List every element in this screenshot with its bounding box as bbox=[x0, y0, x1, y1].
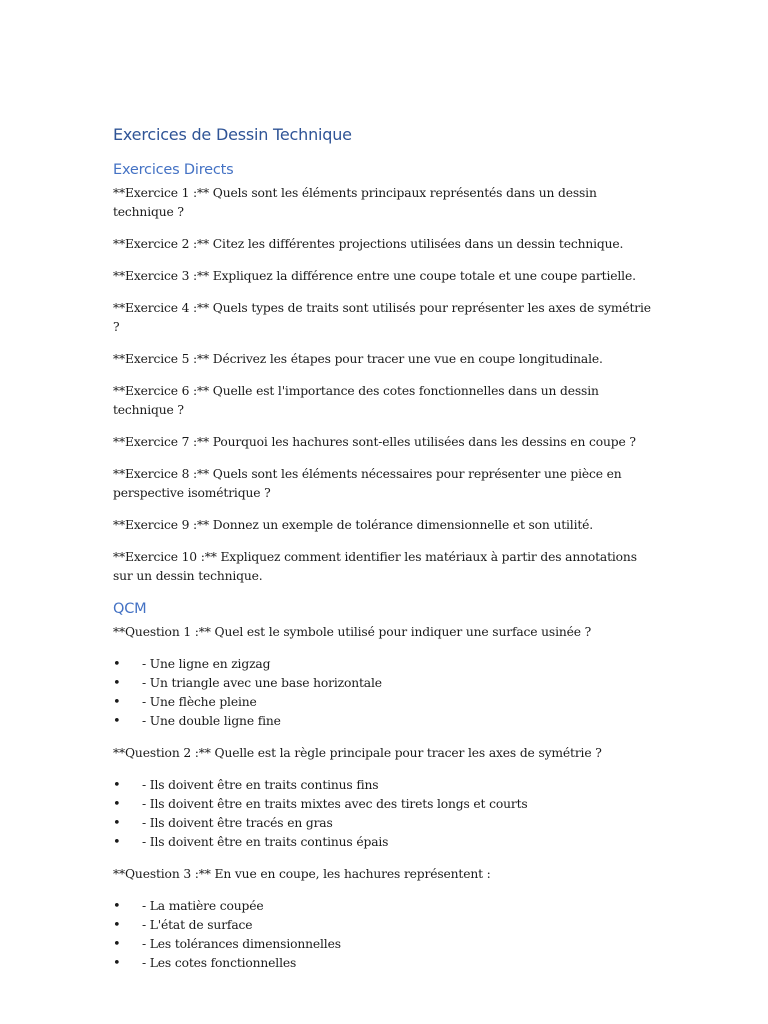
option-text: - Une ligne en zigzag bbox=[142, 657, 271, 671]
exercise-10: **Exercice 10 :** Expliquez comment identifier les matériaux à partir des annotations sur un dessin technique. bbox=[113, 550, 637, 583]
option-text: - Une double ligne fine bbox=[142, 714, 281, 728]
bullet-icon: • bbox=[113, 797, 121, 812]
qcm-option bbox=[113, 935, 658, 954]
option-text: - Ils doivent être en traits continus épais bbox=[142, 835, 389, 849]
qcm-option bbox=[113, 655, 658, 674]
qcm-option bbox=[113, 897, 658, 916]
bullet-icon: • bbox=[113, 676, 121, 691]
exercise-6: **Exercice 6 :** Quelle est l'importance des cotes fonctionnelles dans un dessin technique ? bbox=[113, 384, 599, 417]
qcm-option bbox=[113, 712, 658, 731]
bullet-icon: • bbox=[113, 899, 121, 914]
qcm-option bbox=[113, 674, 658, 693]
bullet-icon: • bbox=[113, 956, 121, 971]
bullet-icon: • bbox=[113, 778, 121, 793]
bullet-icon: • bbox=[113, 657, 121, 672]
qcm-options-2 bbox=[113, 776, 658, 852]
qcm-question-3: **Question 3 :** En vue en coupe, les hachures représentent : bbox=[113, 867, 491, 881]
option-text: - L'état de surface bbox=[142, 918, 253, 932]
option-text: - Ils doivent être tracés en gras bbox=[142, 816, 333, 830]
option-text: - Un triangle avec une base horizontale bbox=[142, 676, 382, 690]
qcm-option bbox=[113, 954, 658, 973]
qcm-options-3 bbox=[113, 897, 658, 973]
section-heading-qcm: QCM bbox=[113, 601, 147, 617]
document-title: Exercices de Dessin Technique bbox=[113, 125, 352, 144]
option-text: - Ils doivent être en traits continus fins bbox=[142, 778, 379, 792]
qcm-option bbox=[113, 776, 658, 795]
exercise-8: **Exercice 8 :** Quels sont les éléments nécessaires pour représenter une pièce en perspective isométrique ? bbox=[113, 467, 622, 500]
bullet-icon: • bbox=[113, 816, 121, 831]
bullet-icon: • bbox=[113, 714, 121, 729]
exercise-2: **Exercice 2 :** Citez les différentes projections utilisées dans un dessin technique. bbox=[113, 237, 624, 251]
bullet-icon: • bbox=[113, 937, 121, 952]
bullet-icon: • bbox=[113, 695, 121, 710]
exercise-7: **Exercice 7 :** Pourquoi les hachures sont-elles utilisées dans les dessins en coupe ? bbox=[113, 435, 636, 449]
bullet-icon: • bbox=[113, 835, 121, 850]
exercise-4: **Exercice 4 :** Quels types de traits sont utilisés pour représenter les axes de symétrie ? bbox=[113, 301, 651, 334]
document-content bbox=[113, 124, 658, 986]
option-text: - Une flèche pleine bbox=[142, 695, 257, 709]
exercise-3: **Exercice 3 :** Expliquez la différence entre une coupe totale et une coupe partielle. bbox=[113, 269, 636, 283]
qcm-question-2: **Question 2 :** Quelle est la règle principale pour tracer les axes de symétrie ? bbox=[113, 746, 602, 760]
option-text: - Les cotes fonctionnelles bbox=[142, 956, 297, 970]
exercise-1: **Exercice 1 :** Quels sont les éléments principaux représentés dans un dessin technique ? bbox=[113, 186, 597, 219]
qcm-option bbox=[113, 693, 658, 712]
qcm-option bbox=[113, 795, 658, 814]
qcm-option bbox=[113, 833, 658, 852]
qcm-option bbox=[113, 814, 658, 833]
bullet-icon: • bbox=[113, 918, 121, 933]
option-text: - Les tolérances dimensionnelles bbox=[142, 937, 341, 951]
section-heading-direct: Exercices Directs bbox=[113, 162, 234, 178]
qcm-option bbox=[113, 916, 658, 935]
option-text: - La matière coupée bbox=[142, 899, 264, 913]
exercise-9: **Exercice 9 :** Donnez un exemple de tolérance dimensionnelle et son utilité. bbox=[113, 518, 594, 532]
qcm-options-1 bbox=[113, 655, 658, 731]
qcm-question-1: **Question 1 :** Quel est le symbole utilisé pour indiquer une surface usinée ? bbox=[113, 625, 592, 639]
exercise-5: **Exercice 5 :** Décrivez les étapes pour tracer une vue en coupe longitudinale. bbox=[113, 352, 603, 366]
option-text: - Ils doivent être en traits mixtes avec des tirets longs et courts bbox=[142, 797, 528, 811]
